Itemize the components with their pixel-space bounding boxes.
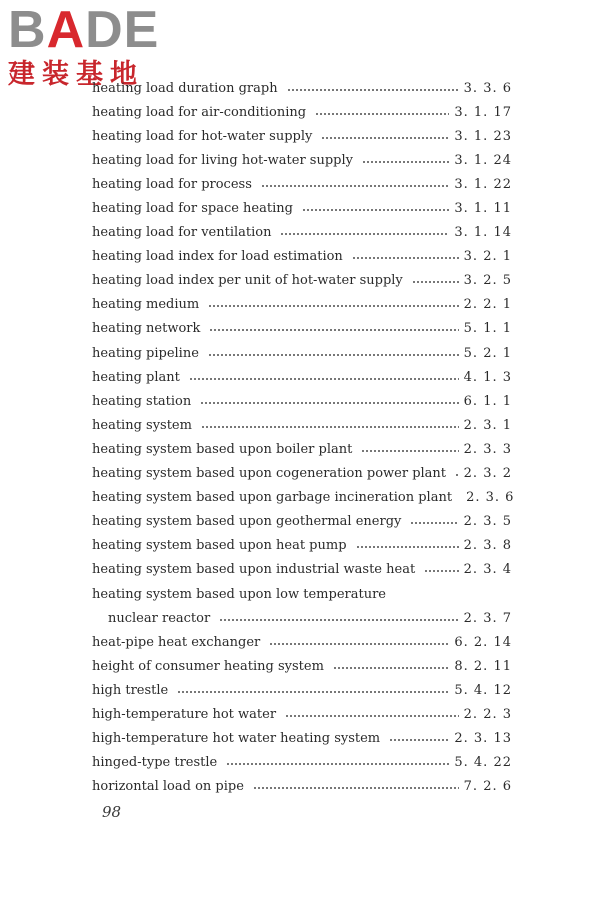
index-entry xyxy=(92,437,512,461)
index-term: heating system based upon cogeneration power plant xyxy=(92,466,447,482)
index-reference: 2. 2. 1 xyxy=(463,297,512,313)
dot-leader xyxy=(412,281,459,283)
index-entry xyxy=(92,654,512,678)
dot-leader xyxy=(362,161,449,163)
index-term: high-temperature hot water heating system xyxy=(92,731,381,747)
index-entry xyxy=(92,245,512,269)
index-term: heating system based upon heat pump xyxy=(92,538,347,554)
dot-leader xyxy=(315,113,449,115)
dot-leader xyxy=(352,257,459,259)
dot-leader xyxy=(410,522,458,524)
index-entry xyxy=(92,678,512,702)
index-term: heating load for space heating xyxy=(92,201,293,217)
index-reference: 5. 1. 1 xyxy=(463,321,512,337)
dot-leader xyxy=(389,739,449,741)
index-term: heat-pipe heat exchanger xyxy=(92,634,261,650)
index-entry xyxy=(92,317,512,341)
index-reference: 2. 3. 7 xyxy=(463,610,512,626)
index-term: heating load duration graph xyxy=(92,80,278,96)
index-reference: 6. 2. 14 xyxy=(454,634,512,650)
index-reference: 7. 2. 6 xyxy=(463,779,512,795)
index-term: heating medium xyxy=(92,297,200,313)
dot-leader xyxy=(208,354,459,356)
index-reference: 8. 2. 11 xyxy=(454,658,512,674)
logo-wordmark xyxy=(8,1,178,59)
dot-leader xyxy=(333,667,449,669)
index-reference: 3. 3. 6 xyxy=(463,80,512,96)
index-term: heating load for ventilation xyxy=(92,225,272,241)
dot-leader xyxy=(208,305,458,307)
index-entry xyxy=(92,389,512,413)
index-entry xyxy=(92,221,512,245)
dot-leader xyxy=(285,715,459,717)
dot-leader xyxy=(189,378,459,380)
index-reference: 2. 3. 3 xyxy=(463,441,512,457)
index-entry xyxy=(92,196,512,220)
index-reference: 2. 2. 3 xyxy=(463,706,512,722)
index-entry xyxy=(92,76,512,100)
dot-leader xyxy=(424,570,458,572)
index-term: hinged-type trestle xyxy=(92,755,218,771)
dot-leader xyxy=(280,233,449,235)
dot-leader xyxy=(361,450,458,452)
dot-leader xyxy=(356,546,459,548)
index-reference: 3. 1. 22 xyxy=(454,176,512,192)
index-entry xyxy=(92,510,512,534)
index-reference: 6. 1. 1 xyxy=(463,393,512,409)
logo-letter-accent: A xyxy=(46,1,86,59)
index-entry xyxy=(92,751,512,775)
index-entry xyxy=(92,341,512,365)
index-entry xyxy=(92,462,512,486)
index-term: heating load for air-conditioning xyxy=(92,104,307,120)
index-reference: 3. 1. 14 xyxy=(454,225,512,241)
dot-leader xyxy=(321,137,449,139)
index-term: heating load index for load estimation xyxy=(92,249,343,265)
index-term: heating system based upon low temperature xyxy=(92,586,386,602)
index-entry xyxy=(92,269,512,293)
index-reference: 5. 2. 1 xyxy=(463,345,512,361)
index-term: heating system based upon geothermal energy xyxy=(92,514,402,530)
dot-leader xyxy=(261,185,449,187)
index-reference: 3. 2. 1 xyxy=(463,249,512,265)
index-reference: 2. 3. 13 xyxy=(454,731,512,747)
index-reference: 3. 1. 23 xyxy=(454,128,512,144)
logo-letters-start: B xyxy=(8,1,47,59)
index-term: heating plant xyxy=(92,369,180,385)
index-reference: 3. 1. 24 xyxy=(454,152,512,168)
index-term: height of consumer heating system xyxy=(92,658,324,674)
index-entry xyxy=(92,558,512,582)
index-entry xyxy=(92,702,512,726)
logo-subtitle: 建装基地 xyxy=(8,59,144,90)
index-term: heating system based upon industrial waste heat xyxy=(92,562,416,578)
index-reference: 2. 3. 4 xyxy=(463,562,512,578)
index-entry xyxy=(92,534,512,558)
dot-leader xyxy=(287,89,459,91)
index-term: heating load index per unit of hot-water supply xyxy=(92,273,403,289)
index-entry xyxy=(92,582,512,606)
index-term: heating pipeline xyxy=(92,345,199,361)
dot-leader xyxy=(201,426,459,428)
index-term: horizontal load on pipe xyxy=(92,779,244,795)
dot-leader xyxy=(177,691,449,693)
dot-leader xyxy=(200,402,458,404)
index-reference: 2. 3. 2 xyxy=(463,466,512,482)
index-term: heating load for living hot-water supply xyxy=(92,152,353,168)
index-entry xyxy=(92,413,512,437)
index-term: heating load for process xyxy=(92,176,252,192)
dot-leader xyxy=(219,619,458,621)
dot-leader xyxy=(253,787,459,789)
dot-leader xyxy=(226,763,449,765)
index-entry xyxy=(92,630,512,654)
index-entry xyxy=(92,365,512,389)
page-number: 98 xyxy=(102,803,122,821)
index-entry xyxy=(92,293,512,317)
index-entry xyxy=(92,100,512,124)
dot-leader xyxy=(455,474,459,476)
index-entry xyxy=(92,124,512,148)
index-reference: 4. 1. 3 xyxy=(463,369,512,385)
index-entry xyxy=(92,172,512,196)
dot-leader xyxy=(269,643,449,645)
index-reference: 2. 3. 8 xyxy=(463,538,512,554)
index-entry-continuation xyxy=(92,606,512,630)
index-reference: 3. 1. 17 xyxy=(454,104,512,120)
index-term: heating system xyxy=(92,417,192,433)
logo-letters-end: DE xyxy=(85,1,160,59)
index-reference: 2. 3. 5 xyxy=(463,514,512,530)
index-term: heating network xyxy=(92,321,201,337)
dot-leader xyxy=(209,329,458,331)
index-term: high-temperature hot water xyxy=(92,706,277,722)
index-term: heating station xyxy=(92,393,192,409)
index-term: high trestle xyxy=(92,682,169,698)
index-reference: 2. 3. 6 xyxy=(466,490,515,506)
dot-leader xyxy=(302,209,449,211)
index-reference: 5. 4. 22 xyxy=(454,755,512,771)
index-reference: 3. 2. 5 xyxy=(463,273,512,289)
index-entry xyxy=(92,775,512,799)
index-entry xyxy=(92,148,512,172)
index-list xyxy=(92,76,515,799)
index-entry xyxy=(92,486,515,510)
index-reference: 2. 3. 1 xyxy=(463,417,512,433)
index-entry xyxy=(92,727,512,751)
index-reference: 3. 1. 11 xyxy=(454,201,512,217)
index-term: heating system based upon boiler plant xyxy=(92,441,353,457)
index-reference: 5. 4. 12 xyxy=(454,682,512,698)
index-term: heating load for hot-water supply xyxy=(92,128,313,144)
index-term: nuclear reactor xyxy=(108,610,211,626)
index-term: heating system based upon garbage incineration plant xyxy=(92,490,453,506)
